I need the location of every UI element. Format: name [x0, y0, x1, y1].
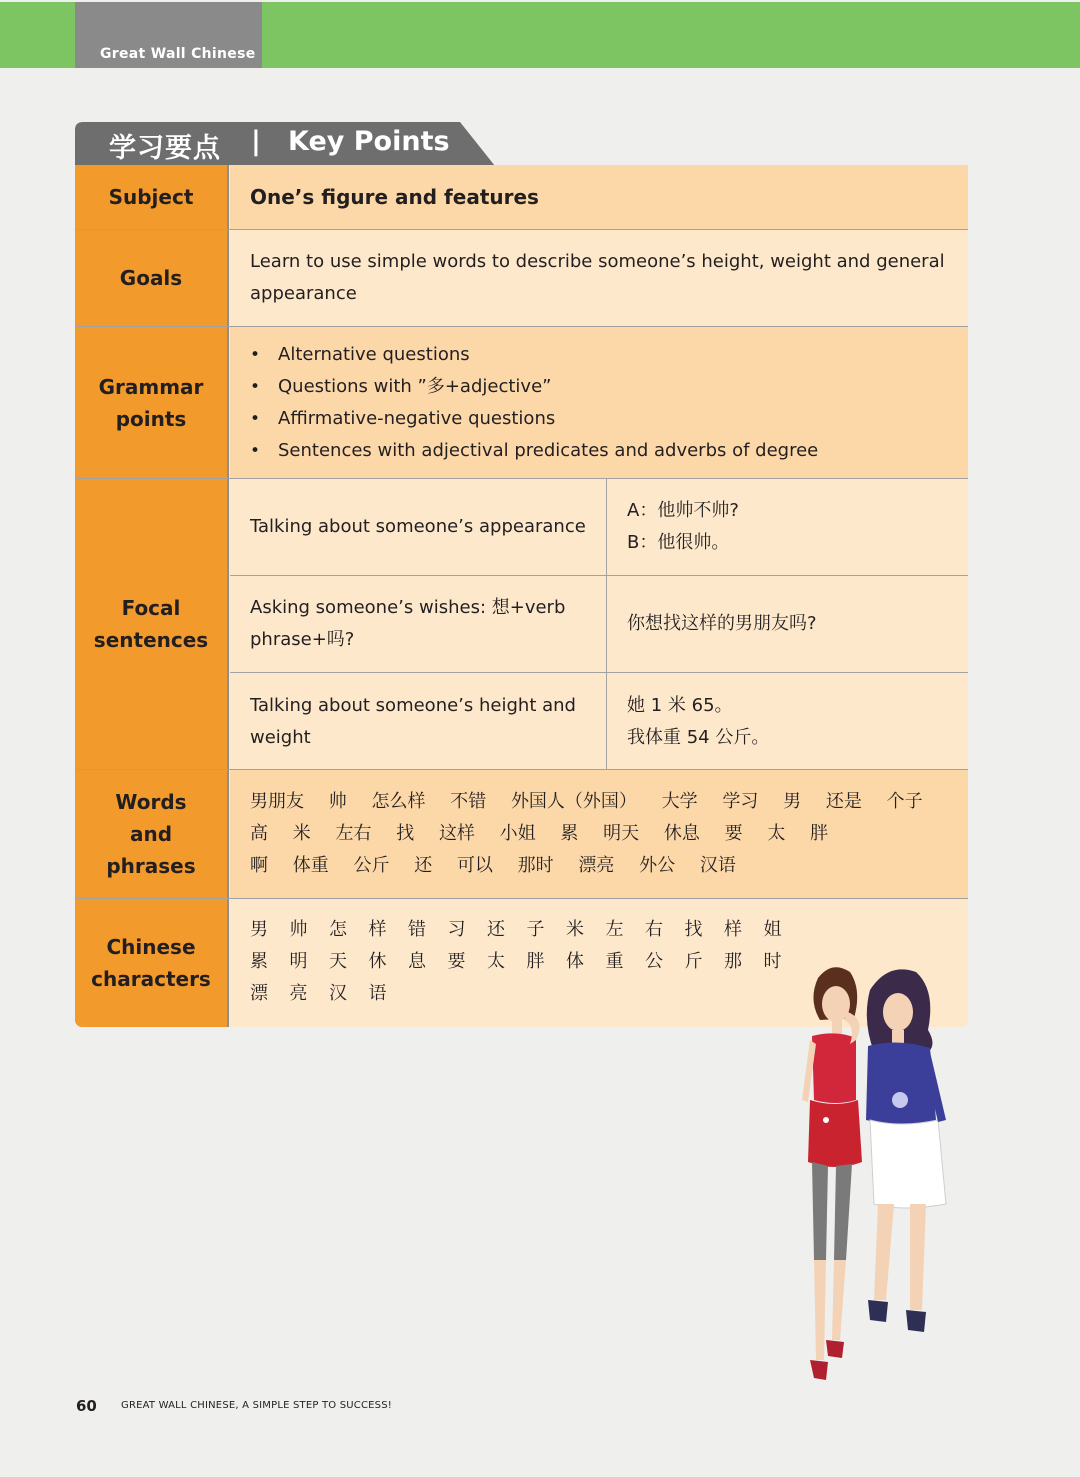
character-item: 男	[250, 919, 268, 940]
word-item: 这样	[438, 823, 475, 844]
character-item: 习	[447, 919, 466, 940]
grammar-list-cell	[230, 327, 968, 478]
character-item: 亮	[289, 983, 308, 1004]
grammar-item: • Affirmative-negative questions	[250, 403, 818, 435]
word-item: 帅	[328, 791, 347, 812]
word-item: 男	[783, 791, 802, 812]
character-item: 错	[408, 919, 426, 940]
character-item: 休	[368, 951, 387, 972]
key-points-separator: |	[251, 126, 261, 157]
character-item: 样	[368, 919, 387, 940]
character-item: 怎	[329, 919, 347, 940]
grammar-row	[75, 327, 968, 479]
focal-sentence-row	[230, 576, 968, 673]
focal-row	[75, 479, 968, 770]
word-item: 高	[250, 823, 268, 844]
word-item: 个子	[886, 791, 923, 812]
character-item: 汉	[329, 983, 347, 1004]
character-item: 姐	[763, 919, 782, 940]
word-item: 可以	[456, 855, 493, 876]
focal-example	[607, 673, 968, 770]
character-item: 子	[526, 919, 545, 940]
goals-row	[75, 230, 968, 327]
woman-left-figure	[802, 967, 862, 1380]
word-item: 还是	[825, 791, 862, 812]
word-item: 要	[724, 823, 743, 844]
characters-label-text: Chinese characters	[91, 935, 211, 991]
subject-row	[75, 165, 968, 230]
focal-topic-text: Talking about someone’s height and weight	[250, 694, 576, 748]
character-item: 斤	[684, 951, 703, 972]
key-points-table	[75, 165, 968, 1027]
goals-text: Learn to use simple words to describe someone’s height, weight and general appearance	[250, 251, 945, 304]
character-item: 左	[605, 919, 624, 940]
word-item: 小姐	[499, 823, 536, 844]
focal-example	[607, 576, 968, 672]
footer-tagline: GREAT WALL CHINESE, A SIMPLE STEP TO SUCCESS!	[121, 1400, 392, 1411]
focal-sentence-row	[230, 673, 968, 770]
focal-topic: Talking about someone’s appearance	[230, 479, 607, 575]
word-item: 啊	[250, 855, 268, 876]
characters-label	[75, 899, 229, 1027]
word-item: 左右	[335, 823, 372, 844]
words-label-text: Words and phrases	[106, 790, 196, 878]
grammar-label-text: Grammar points	[98, 374, 204, 431]
characters-line	[250, 914, 968, 946]
key-points-cn-title: 学习要点	[109, 133, 221, 164]
focal-sentence-row	[230, 479, 968, 576]
focal-topic	[230, 673, 607, 770]
character-item: 重	[605, 951, 624, 972]
grammar-label	[75, 327, 229, 478]
word-item: 累	[560, 823, 579, 844]
woman-right-figure	[866, 969, 946, 1332]
words-line	[250, 850, 942, 882]
focal-label-text: Focal sentences	[93, 596, 209, 652]
character-item: 语	[368, 983, 387, 1004]
word-item: 大学	[661, 791, 698, 812]
character-item: 还	[487, 919, 505, 940]
words-label	[75, 770, 229, 898]
word-item: 漂亮	[578, 855, 615, 876]
subject-label: Subject	[75, 165, 229, 229]
word-item: 那时	[517, 855, 554, 876]
two-women-chatting-illustration	[770, 960, 970, 1390]
character-item: 那	[724, 951, 742, 972]
word-item: 米	[292, 823, 311, 844]
grammar-item: • Sentences with adjectival predicates and adverbs of degree	[250, 435, 818, 467]
words-cell	[230, 770, 968, 898]
words-line	[250, 818, 942, 850]
word-item: 汉语	[699, 855, 736, 876]
character-item: 要	[447, 951, 466, 972]
page-number: 60	[76, 1397, 97, 1415]
character-item: 时	[763, 951, 782, 972]
character-item: 漂	[250, 983, 268, 1004]
character-item: 找	[684, 919, 703, 940]
word-item: 找	[396, 823, 415, 844]
character-item: 明	[289, 951, 308, 972]
focal-example-line: B：他很帅。	[627, 532, 730, 553]
character-item: 米	[566, 919, 584, 940]
focal-example-line: 你想找这样的男朋友吗?	[627, 613, 817, 634]
character-item: 息	[408, 951, 426, 972]
subject-value: One’s figure and features	[230, 165, 968, 229]
word-item: 男朋友	[250, 791, 304, 812]
brand-tab	[75, 2, 262, 68]
word-item: 外公	[639, 855, 676, 876]
word-item: 公斤	[353, 855, 390, 876]
key-points-en-title: Key Points	[288, 126, 450, 157]
grammar-list	[250, 339, 818, 467]
key-points-header	[75, 122, 495, 166]
character-item: 体	[566, 951, 584, 972]
character-item: 右	[645, 919, 663, 940]
focal-topic	[230, 576, 607, 672]
character-item: 公	[645, 951, 663, 972]
word-item: 休息	[663, 823, 700, 844]
word-item: 体重	[292, 855, 329, 876]
word-item: 学习	[722, 791, 759, 812]
goals-label: Goals	[75, 230, 229, 326]
character-item: 样	[724, 919, 742, 940]
word-item: 怎么样	[371, 791, 426, 812]
grammar-item: • Questions with ”多+adjective”	[250, 371, 818, 403]
grammar-item: • Alternative questions	[250, 339, 818, 371]
word-item: 太	[767, 823, 786, 844]
character-item: 帅	[289, 919, 308, 940]
word-item: 胖	[810, 823, 829, 844]
goals-value	[230, 230, 968, 326]
focal-example-line: 我体重 54 公斤。	[627, 726, 770, 748]
word-item: 还	[414, 855, 433, 876]
brand-label: Great Wall Chinese	[100, 46, 256, 62]
focal-example-line: A：他帅不帅?	[627, 500, 739, 521]
words-line	[250, 786, 942, 818]
character-item: 天	[329, 951, 347, 972]
focal-example	[607, 479, 968, 575]
words-row	[75, 770, 968, 899]
word-item: 明天	[603, 823, 640, 844]
word-item: 不错	[450, 791, 487, 812]
character-item: 累	[250, 951, 268, 972]
words-list	[250, 786, 942, 882]
character-item: 胖	[526, 951, 545, 972]
focal-topic-text: Asking someone’s wishes: 想+verb phrase+吗?	[250, 597, 566, 650]
focal-example-line: 她 1 米 65。	[627, 694, 733, 716]
focal-label	[75, 479, 229, 769]
word-item: 外国人（外国）	[510, 791, 637, 812]
character-item: 太	[487, 951, 505, 972]
